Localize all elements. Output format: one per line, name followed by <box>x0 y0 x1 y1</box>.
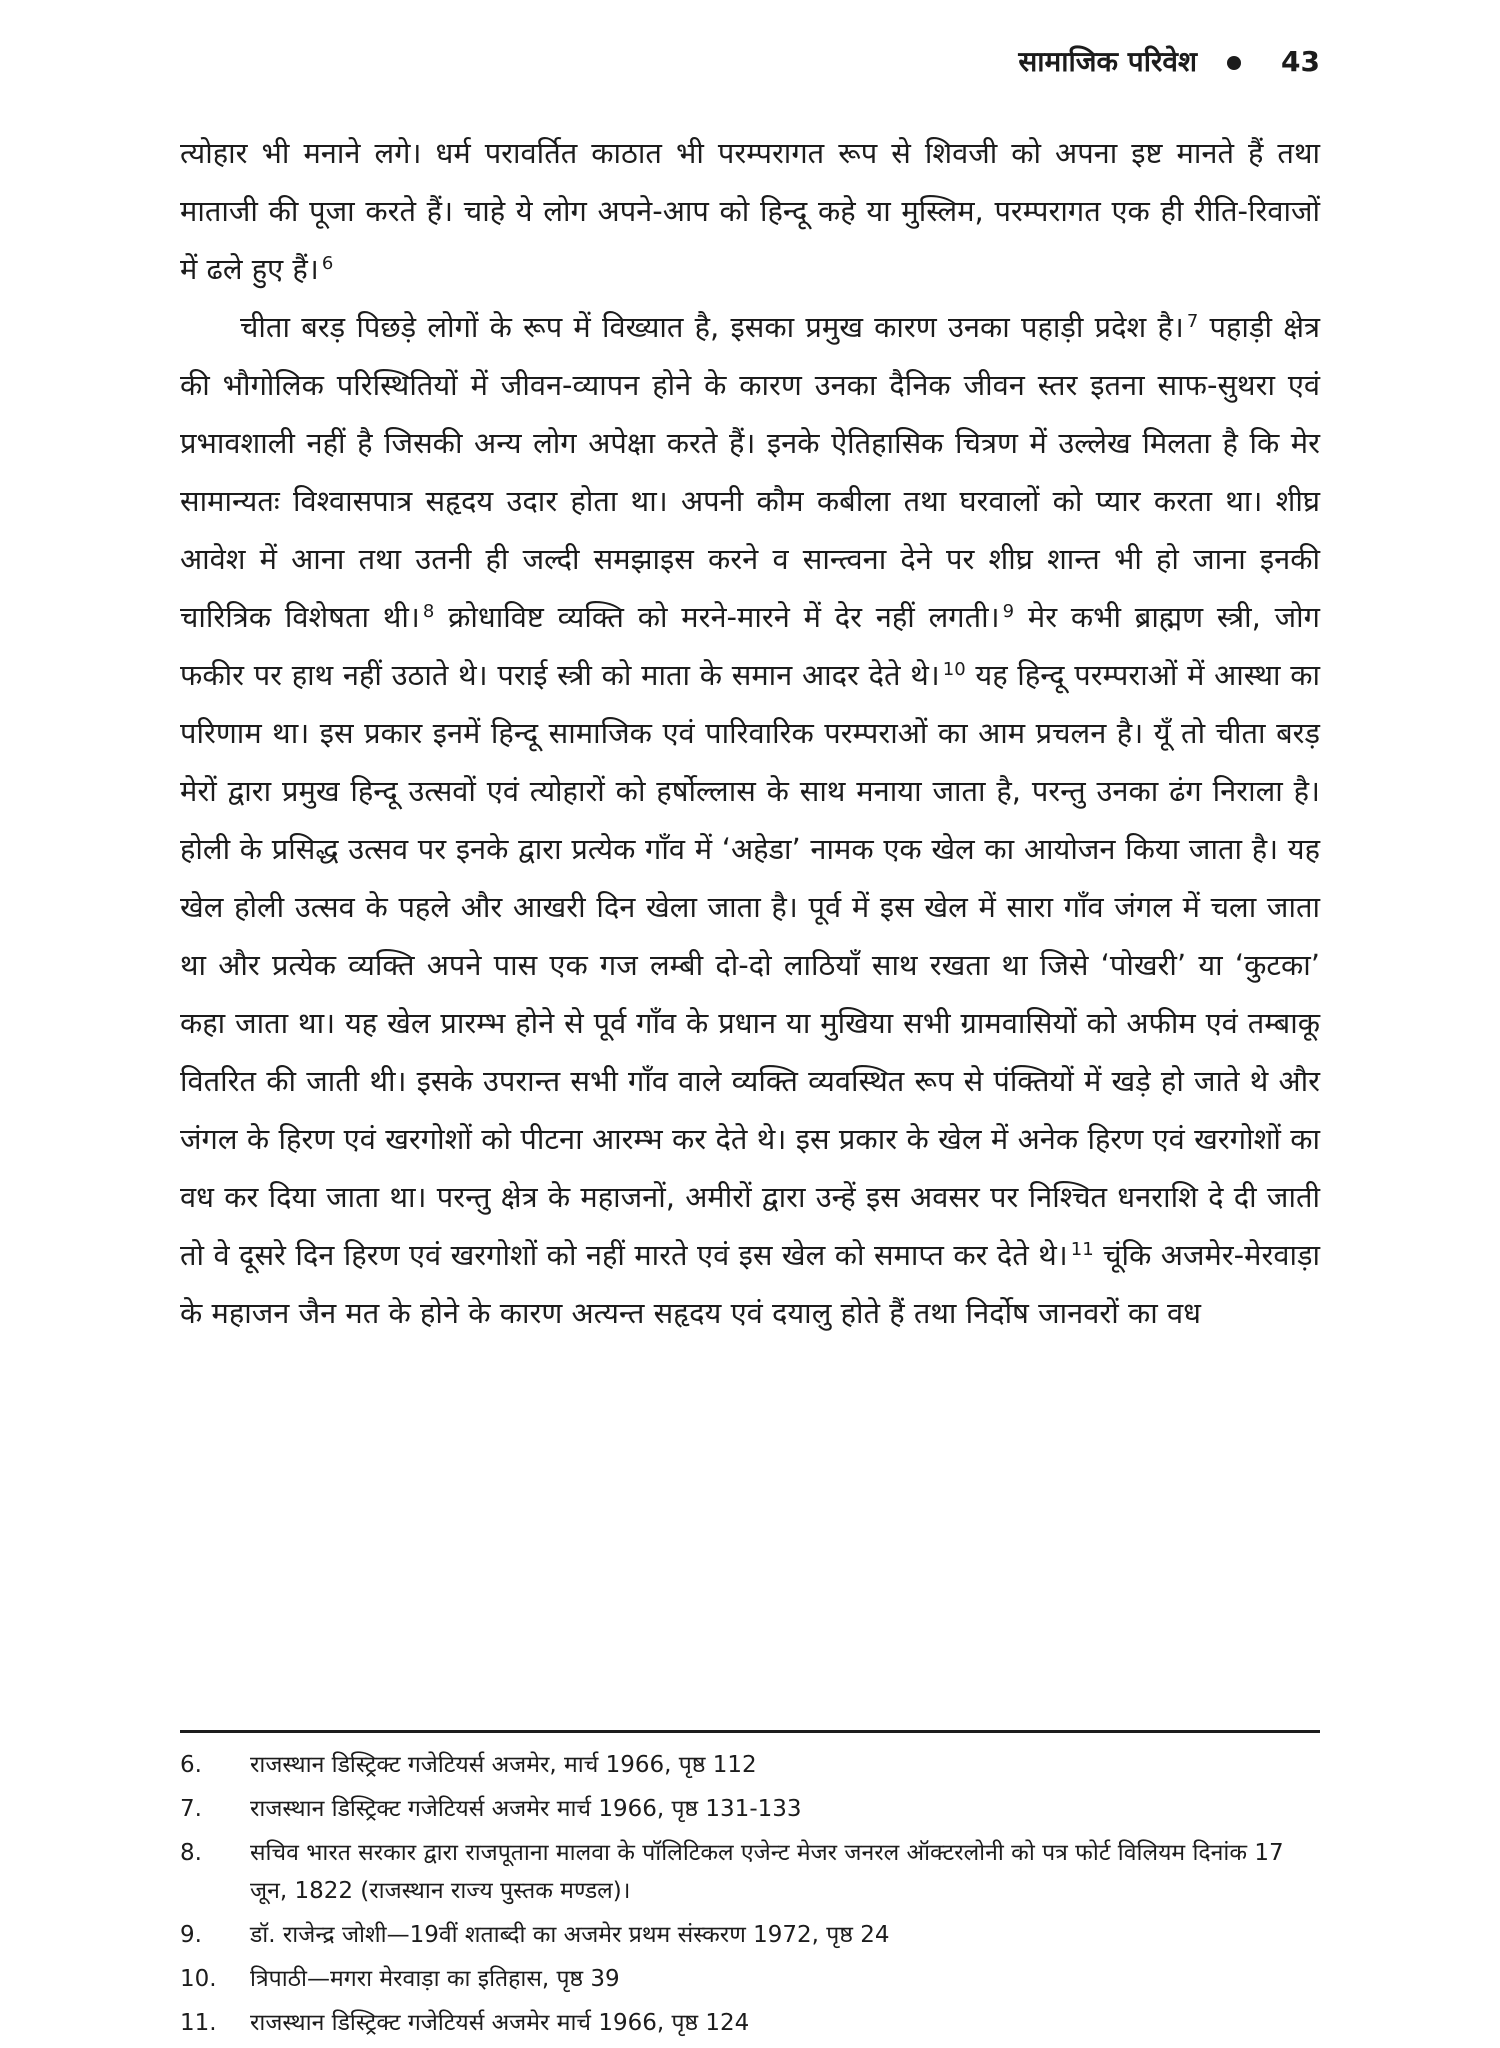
footnote-text: त्रिपाठी—मगरा मेरवाड़ा का इतिहास, पृष्ठ 39 <box>250 1966 620 1992</box>
footnote-7 <box>180 1790 1320 1828</box>
paragraph-2-text-5: यह हिन्दू परम्पराओं में आस्था का परिणाम था। इस प्रकार इनमें हिन्दू सामाजिक एवं पारिवारिक परम्पराओं का आम प्रचलन है। यूँ तो चीता बरड़ मेरों द्वारा प्रमुख हिन्दू उत्सवों एवं त्योहारों को हर्षोल्लास के साथ मनाया जाता है, परन्तु उनका ढंग निराला है। होली के प्रसिद्ध उत्सव पर इनके द्वारा प्रत्येक गाँव में ‘अहेडा’ नामक एक खेल का आयोजन किया जाता है। यह खेल होली उत्सव के पहले और आखरी दिन खेला जाता है। पूर्व में इस खेल में सारा गाँव जंगल में चला जाता था और प्रत्येक व्यक्ति अपने पास एक गज लम्बी दो-दो लाठियाँ साथ रखता था जिसे ‘पोखरी’ या ‘कुटका’ कहा जाता था। यह खेल प्रारम्भ होने से पूर्व गाँव के प्रधान या मुखिया सभी ग्रामवासियों को अफीम एवं तम्बाकू वितरित की जाती थी। इसके उपरान्त सभी गाँव वाले व्यक्ति व्यवस्थित रूप से पंक्तियों में खड़े हो जाते थे और जंगल के हिरण एवं खरगोशों को पीटना आरम्भ कर देते थे। इस प्रकार के खेल में अनेक हिरण एवं खरगोशों का वध कर दिया जाता था। परन्तु क्षेत्र के महाजनों, अमीरों द्वारा उन्हें इस अवसर पर निश्चित धनराशि दे दी जाती तो वे दूसरे दिन हिरण एवं खरगोशों को नहीं मारते एवं इस खेल को समाप्त कर देते थे। <box>180 658 1320 1272</box>
paragraph-2-text-4: मेर कभी ब्राह्मण स्त्री, जोग फकीर पर हाथ नहीं उठाते थे। पराई स्त्री को माता के समान आदर देते थे। <box>180 600 1321 692</box>
footnote-number: 10. <box>180 1966 217 1992</box>
footnote-number: 9. <box>180 1922 202 1948</box>
footnote-ref-9: 9 <box>1002 601 1015 622</box>
footnote-ref-7: 7 <box>1186 311 1199 332</box>
footnote-text: राजस्थान डिस्ट्रिक्ट गजेटियर्स अजमेर, मार्च 1966, पृष्ठ 112 <box>250 1752 757 1778</box>
paragraph-2 <box>180 298 1320 1342</box>
running-header <box>180 42 1320 82</box>
footnote-ref-10: 10 <box>942 659 966 680</box>
chapter-title: सामाजिक परिवेश <box>1018 45 1198 78</box>
footnote-text: डॉ. राजेन्द्र जोशी—19वीं शताब्दी का अजमेर प्रथम संस्करण 1972, पृष्ठ 24 <box>250 1922 890 1948</box>
footnote-divider <box>180 1730 1320 1733</box>
footnote-ref-8: 8 <box>422 601 435 622</box>
footnote-ref-11: 11 <box>1070 1239 1094 1260</box>
body-text <box>180 124 1320 1342</box>
footnote-ref-6: 6 <box>321 253 334 274</box>
footnote-number: 8. <box>180 1840 202 1866</box>
paragraph-2-text-2: पहाड़ी क्षेत्र की भौगोलिक परिस्थितियों में जीवन-व्यापन होने के कारण उनका दैनिक जीवन स्तर इतना साफ-सुथरा एवं प्रभावशाली नहीं है जिसकी अन्य लोग अपेक्षा करते हैं। इनके ऐतिहासिक चित्रण में उल्लेख मिलता है कि मेर सामान्यतः विश्वासपात्र सहृदय उदार होता था। अपनी कौम कबीला तथा घरवालों को प्यार करता था। शीघ्र आवेश में आना तथा उतनी ही जल्दी समझाइस करने व सान्त्वना देने पर शीघ्र शान्त भी हो जाना इनकी चारित्रिक विशेषता थी। <box>180 310 1320 634</box>
footnote-11 <box>180 2004 1320 2042</box>
footnote-6 <box>180 1746 1320 1784</box>
footnote-text: राजस्थान डिस्ट्रिक्ट गजेटियर्स अजमेर मार्च 1966, पृष्ठ 124 <box>250 2010 750 2036</box>
footnotes <box>180 1746 1320 2048</box>
page-number: 43 <box>1281 45 1320 78</box>
paragraph-1-text: त्योहार भी मनाने लगे। धर्म परावर्तित काठात भी परम्परागत रूप से शिवजी को अपना इष्ट मानते हैं तथा माताजी की पूजा करते हैं। चाहे ये लोग अपने-आप को हिन्दू कहे या मुस्लिम, परम्परागत एक ही रीति-रिवाजों में ढले हुए हैं। <box>180 136 1320 286</box>
footnote-text: सचिव भारत सरकार द्वारा राजपूताना मालवा के पॉलिटिकल एजेन्ट मेजर जनरल ऑक्टरलोनी को पत्र फोर्ट विलियम दिनांक 17 जून, 1822 (राजस्थान राज्य पुस्तक मण्डल)। <box>250 1840 1284 1904</box>
footnote-8 <box>180 1834 1320 1910</box>
footnote-number: 11. <box>180 2010 217 2036</box>
footnote-number: 6. <box>180 1752 202 1778</box>
paragraph-1 <box>180 124 1320 298</box>
footnote-9 <box>180 1916 1320 1954</box>
header-bullet-dot <box>1227 56 1241 70</box>
footnote-text: राजस्थान डिस्ट्रिक्ट गजेटियर्स अजमेर मार्च 1966, पृष्ठ 131-133 <box>250 1796 802 1822</box>
footnote-10 <box>180 1960 1320 1998</box>
footnote-number: 7. <box>180 1796 202 1822</box>
paragraph-2-text-1: चीता बरड़ पिछड़े लोगों के रूप में विख्यात है, इसका प्रमुख कारण उनका पहाड़ी प्रदेश है। <box>240 310 1184 344</box>
paragraph-2-text-6: चूंकि अजमेर-मेरवाड़ा के महाजन जैन मत के होने के कारण अत्यन्त सहृदय एवं दयालु होते हैं तथा निर्दोष जानवरों का वध <box>180 1238 1320 1330</box>
paragraph-2-text-3: क्रोधाविष्ट व्यक्ति को मरने-मारने में देर नहीं लगती। <box>434 600 1000 634</box>
